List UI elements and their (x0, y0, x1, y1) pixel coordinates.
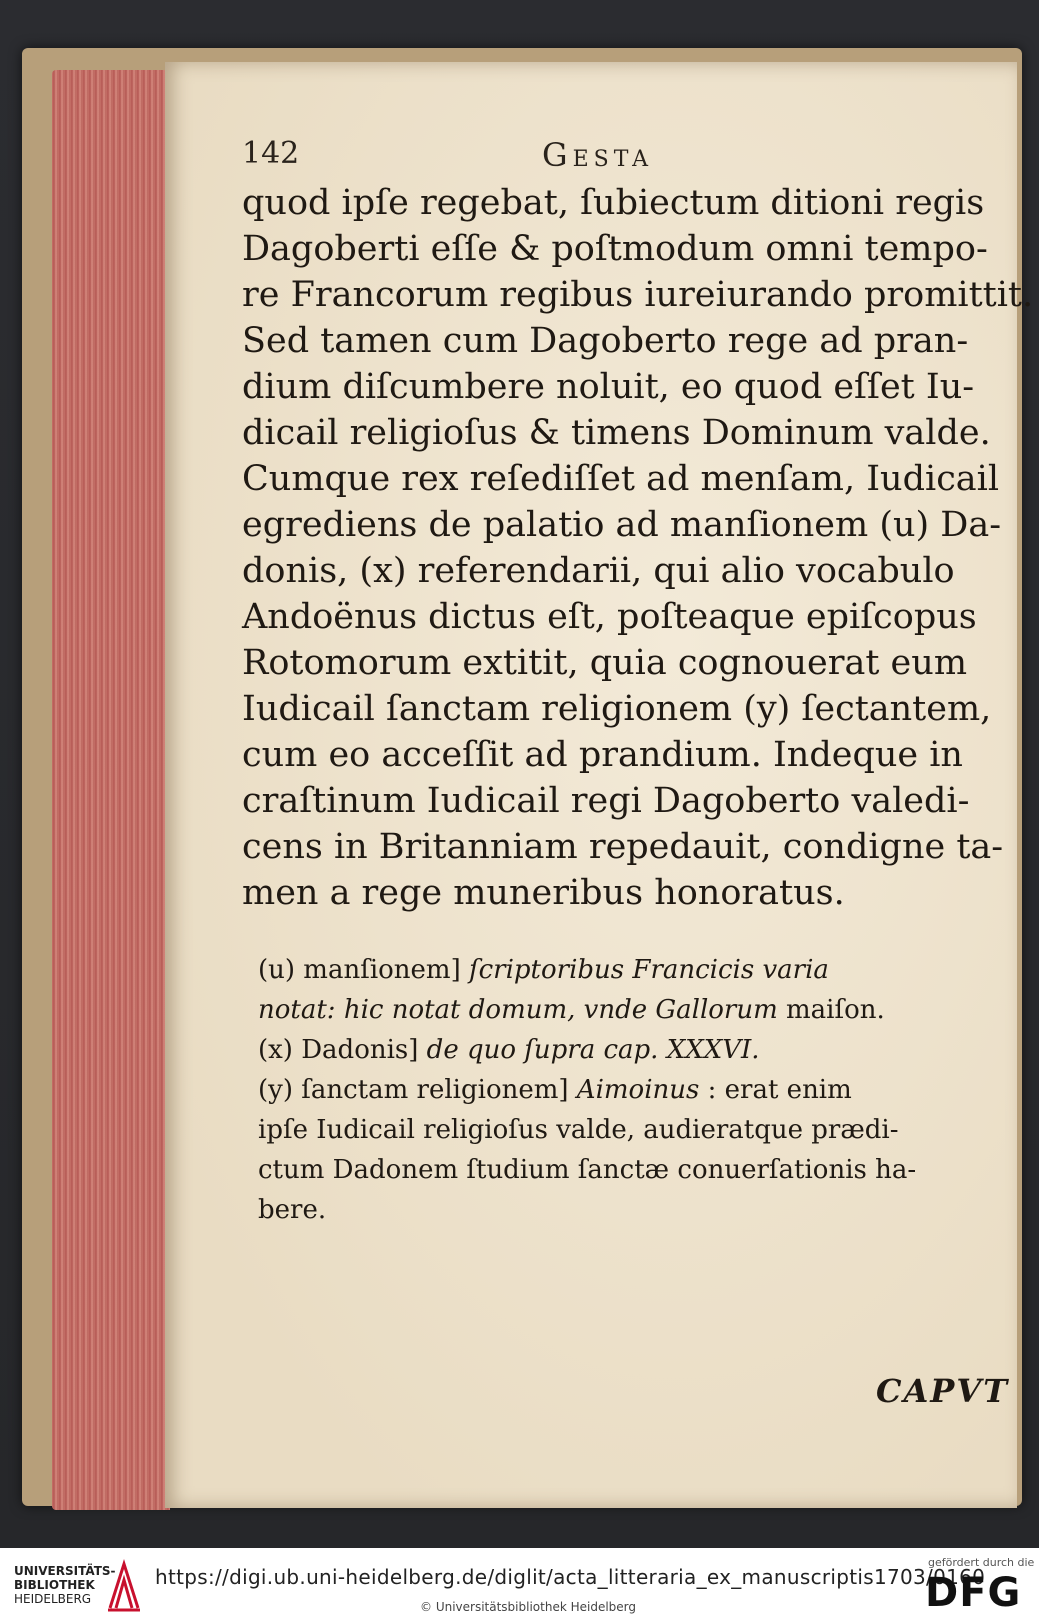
page-edges (52, 70, 170, 1510)
footnote-tail: maiſon. (786, 995, 885, 1025)
running-title: Gesta (542, 136, 654, 174)
footnote-u (258, 950, 1008, 990)
funding-label: gefördert durch die (928, 1556, 1035, 1569)
footnotes (258, 950, 1008, 1230)
folio-number: 142 (242, 136, 300, 171)
library-mark-icon (104, 1558, 144, 1614)
footnote-text: notat: hic notat domum, vnde Gallorum (258, 995, 778, 1025)
footnote-text: Aimoinus (576, 1075, 700, 1105)
footnote-tail: : erat enim (707, 1075, 852, 1105)
footnote-y-line4: bere. (258, 1195, 327, 1225)
page-header (242, 136, 1002, 180)
text-line: men a rege muneribus honoratus. (242, 873, 845, 913)
footnote-lemma: (y) ſanctam religionem] (258, 1075, 569, 1105)
text-line: craſtinum Iudicail regi Dagoberto valedi- (242, 781, 970, 821)
text-line: donis, (x) referendarii, qui alio vocabulo (242, 551, 955, 591)
footnote-u-cont (258, 990, 1008, 1030)
text-line: cens in Britanniam repedauit, condigne ta- (242, 827, 1004, 867)
footnote-text: de quo ſupra cap. XXXVI. (426, 1035, 760, 1065)
footnote-lemma: (u) manſionem] (258, 955, 461, 985)
copyright-notice: © Universitätsbibliothek Heidelberg (420, 1600, 637, 1614)
text-line: quod ipſe regebat, ſubiectum ditioni regis (242, 183, 985, 223)
footnote-text: ſcriptoribus Francicis varia (468, 955, 829, 985)
footnote-y (258, 1070, 1008, 1110)
logo-line: UNIVERSITÄTS- (14, 1564, 116, 1578)
library-logo[interactable] (14, 1564, 116, 1606)
text-line: Andoënus dictus eſt, poſteaque epiſcopus (242, 597, 977, 637)
dfg-logo[interactable]: DFG (925, 1570, 1022, 1616)
text-line: Cumque rex reſediſſet ad menſam, Iudicail (242, 459, 1000, 499)
text-line: re Francorum regibus iureiurando promittit. (242, 275, 1034, 315)
text-line: Sed tamen cum Dagoberto rege ad pran- (242, 321, 969, 361)
footnote-y-line2: ipſe Iudicail religioſus valde, audieratque prædi- (258, 1115, 899, 1145)
text-line: cum eo acceſſit ad prandium. Indeque in (242, 735, 963, 775)
text-line: Rotomorum extitit, quia cognouerat eum (242, 643, 968, 683)
main-text (242, 180, 1034, 916)
text-line: dicail religioſus & timens Dominum valde. (242, 413, 991, 453)
text-line: Iudicail ſanctam religionem (y) ſectantem, (242, 689, 992, 729)
permalink-url[interactable]: https://digi.ub.uni-heidelberg.de/diglit/acta_litteraria_ex_manuscriptis1703/0160 (155, 1565, 986, 1589)
text-line: egrediens de palatio ad manſionem (u) Da- (242, 505, 1002, 545)
viewer-footer (0, 1548, 1039, 1623)
text-line: dium diſcumbere noluit, eo quod eſſet Iu- (242, 367, 975, 407)
text-line: Dagoberti eſſe & poſtmodum omni tempo- (242, 229, 988, 269)
footnote-lemma: (x) Dadonis] (258, 1035, 419, 1065)
footnote-x (258, 1030, 1008, 1070)
footnote-y-line3: ctum Dadonem ſtudium ſanctæ conuerſationis ha- (258, 1155, 917, 1185)
logo-line: BIBLIOTHEK (14, 1578, 95, 1592)
logo-line: HEIDELBERG (14, 1592, 92, 1606)
catchword: CAPVT (876, 1372, 1009, 1410)
